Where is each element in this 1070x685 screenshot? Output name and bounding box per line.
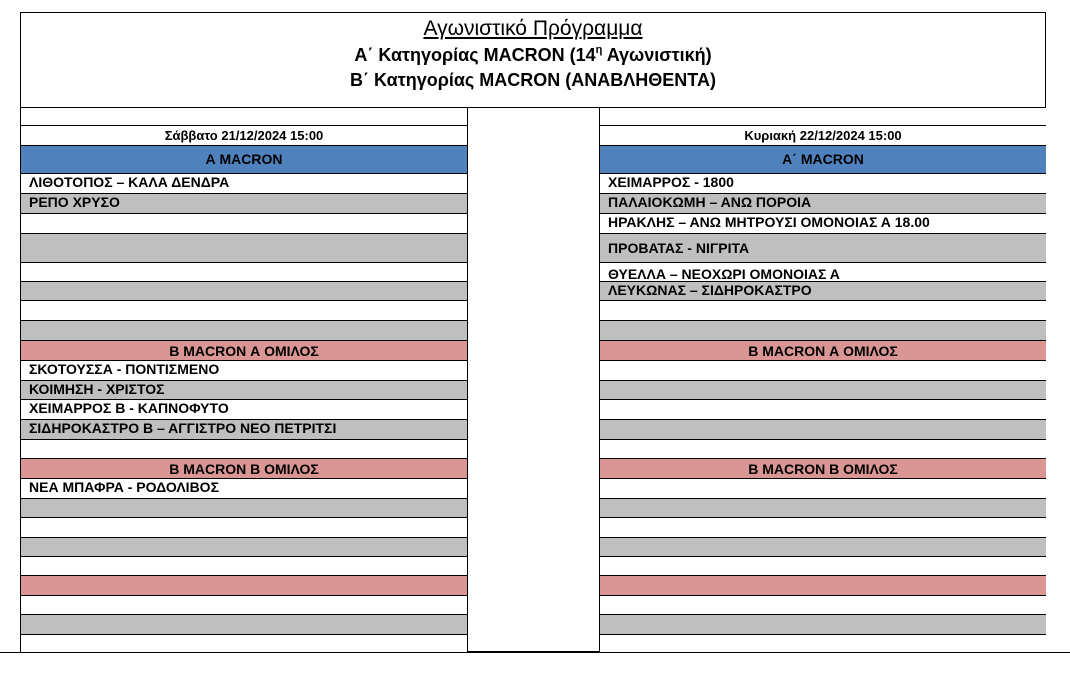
empty-row [600, 381, 1046, 400]
empty-row [21, 615, 467, 635]
section-b-b-header: Β MACRON Β ΟΜΙΛΟΣ [600, 459, 1046, 479]
empty-row [600, 301, 1046, 321]
match-row: ΠΡΟΒΑΤΑΣ - ΝΙΓΡΙΤΑ [600, 234, 1046, 263]
match-row: ΧΕΙΜΑΡΡΟΣ - 1800 [600, 174, 1046, 194]
match-row: ΚΟΙΜΗΣΗ - ΧΡΙΣΤΟΣ [21, 381, 467, 400]
empty-row [21, 557, 467, 576]
schedule-sheet [20, 12, 1046, 652]
empty-row [600, 400, 1046, 420]
sunday-date: Κυριακή 22/12/2024 15:00 [600, 126, 1046, 146]
column-gap [467, 108, 600, 651]
empty-row [600, 499, 1046, 518]
saturday-date: Σάββατο 21/12/2024 15:00 [21, 126, 467, 146]
match-row: ΣΙΔΗΡΟΚΑΣΤΡΟ Β – ΑΓΓΙΣΤΡΟ ΝΕΟ ΠΕΤΡΙΤΣΙ [21, 420, 467, 440]
match-row: ΠΑΛΑΙΟΚΩΜΗ – ΑΝΩ ΠΟΡΟΙΑ [600, 194, 1046, 214]
empty-section-row [600, 576, 1046, 596]
section-b-a-header: Β MACRON Α ΟΜΙΛΟΣ [21, 341, 467, 361]
empty-row [21, 263, 467, 282]
subtitle-a-end: Αγωνιστική) [602, 45, 712, 65]
match-row: ΘΥΕΛΛΑ – ΝΕΟΧΩΡΙ ΟΜΟΝΟΙΑΣ Α [600, 263, 1046, 282]
empty-row [21, 234, 467, 263]
empty-row [21, 440, 467, 459]
subtitle-a-sup: η [595, 44, 603, 56]
empty-row [600, 557, 1046, 576]
match-row: ΧΕΙΜΑΡΡΟΣ Β - ΚΑΠΝΟΦΥΤΟ [21, 400, 467, 420]
empty-row [600, 420, 1046, 440]
empty-row [600, 635, 1046, 653]
page-title: Αγωνιστικό Πρόγραμμα [423, 17, 643, 40]
empty-row [21, 321, 467, 341]
match-row: ΗΡΑΚΛΗΣ – ΑΝΩ ΜΗΤΡΟΥΣΙ ΟΜΟΝΟΙΑΣ Α 18.00 [600, 214, 1046, 234]
section-a-macron-header: Α΄ MACRON [600, 146, 1046, 174]
subtitle-b-category: Β΄ Κατηγορίας MACRON (ΑΝΑΒΛΗΘΕΝΤΑ) [350, 70, 716, 90]
match-row: ΛΙΘΟΤΟΠΟΣ – ΚΑΛΑ ΔΕΝΔΡΑ [21, 174, 467, 194]
blank-row [600, 108, 1046, 126]
empty-row [600, 518, 1046, 538]
page-bottom-rule [0, 652, 1070, 653]
empty-row [600, 538, 1046, 557]
empty-row [600, 596, 1046, 615]
match-row: ΝΕΑ ΜΠΑΦΡΑ - ΡΟΔΟΛΙΒΟΣ [21, 479, 467, 499]
empty-row [600, 615, 1046, 635]
empty-row [21, 214, 467, 234]
empty-row [21, 635, 467, 653]
match-row: ΡΕΠΟ ΧΡΥΣΟ [21, 194, 467, 214]
empty-row [600, 440, 1046, 459]
schedule-header [21, 13, 1045, 108]
blank-row [21, 108, 467, 126]
empty-row [21, 282, 467, 301]
empty-row [600, 361, 1046, 381]
subtitle-a-main: Α΄ Κατηγορίας MACRON (14 [354, 45, 596, 65]
section-b-b-header: Β MACRON Β ΟΜΙΛΟΣ [21, 459, 467, 479]
empty-row [600, 321, 1046, 341]
empty-row [21, 301, 467, 321]
empty-row [21, 518, 467, 538]
empty-row [21, 596, 467, 615]
match-row: ΣΚΟΤΟΥΣΣΑ - ΠΟΝΤΙΣΜΕΝΟ [21, 361, 467, 381]
subtitle-a-category [21, 45, 1045, 66]
empty-row [21, 499, 467, 518]
empty-row [21, 538, 467, 557]
empty-row [600, 479, 1046, 499]
section-a-macron-header: Α MACRON [21, 146, 467, 174]
match-row: ΛΕΥΚΩΝΑΣ – ΣΙΔΗΡΟΚΑΣΤΡΟ [600, 282, 1046, 301]
section-b-a-header: Β MACRON Α ΟΜΙΛΟΣ [600, 341, 1046, 361]
empty-section-row [21, 576, 467, 596]
